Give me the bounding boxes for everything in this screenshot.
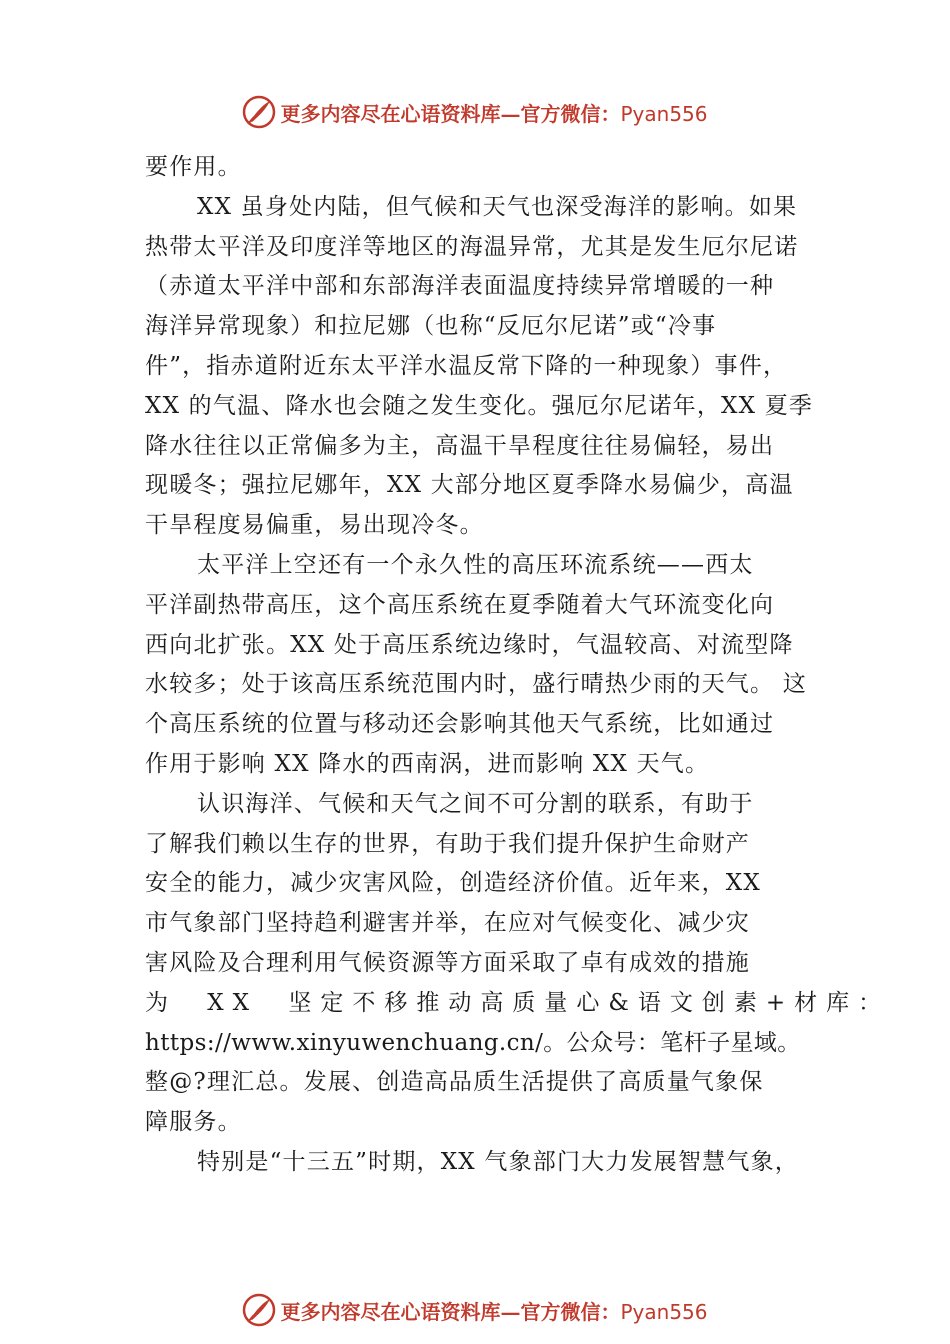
text-line: 认识海洋、气候和天气之间不可分割的联系，有助于: [197, 790, 754, 817]
text-line: 海洋异常现象）和拉尼娜（也称“反厄尔尼诺”或“冷事: [145, 313, 717, 340]
text-line: 干旱程度易偏重，易出现冷冬。: [145, 512, 484, 539]
text-line: 个高压系统的位置与移动还会影响其他天气系统，比如通过: [145, 711, 775, 738]
text-line: 件”，指赤道附近东太平洋水温反常下降的一种现象）事件，: [145, 352, 788, 379]
feather-pen-logo-icon: [242, 95, 276, 129]
text-line: 西向北扩张。XX 处于高压系统边缘时，气温较高、对流型降: [145, 631, 794, 658]
banner-text: [280, 1296, 707, 1325]
text-line: 现暖冬；强拉尼娜年，XX 大部分地区夏季降水易偏少，高温: [145, 472, 794, 499]
text-line: 市气象部门坚持趋利避害并举，在应对气候变化、减少灾: [145, 910, 750, 937]
text-line: 降水往往以正常偏多为主，高温干旱程度往往易偏轻，易出: [145, 432, 775, 459]
banner-wechat-id: Pyan556: [620, 101, 708, 126]
text-line: 要作用。: [145, 154, 242, 180]
text-line: 平洋副热带高压，这个高压系统在夏季随着大气环流变化向: [145, 591, 775, 618]
text-line: https://www.xinyuwenchuang.cn/。公众号：笔杆子星域。: [145, 1029, 801, 1056]
text-line: 水较多；处于该高压系统范围内时，盛行晴热少雨的天气。 这: [145, 671, 807, 698]
feather-pen-logo-icon: [242, 1293, 276, 1327]
header-banner: [0, 92, 950, 132]
banner-main: 更多内容尽在心语资料库: [280, 101, 501, 126]
text-line: 整@?理汇总。发展、创造高品质生活提供了高质量气象保: [145, 1069, 764, 1096]
text-line: 太平洋上空还有一个永久性的高压环流系统——西太: [197, 551, 754, 578]
banner-text: [280, 98, 707, 127]
text-line: 热带太平洋及印度洋等地区的海温异常，尤其是发生厄尔尼诺: [145, 233, 799, 260]
banner-wechat-label: 官方微信：: [520, 101, 621, 126]
text-line: 了解我们赖以生存的世界，有助于我们提升保护生命财产: [145, 830, 750, 857]
text-line: 特别是“十三五”时期，XX 气象部门大力发展智慧气象，: [197, 1148, 799, 1175]
text-line: 害风险及合理利用气候资源等方面采取了卓有成效的措施: [145, 949, 750, 976]
text-line: 障服务。: [145, 1109, 242, 1136]
text-line: （赤道太平洋中部和东部海洋表面温度持续异常增暖的一种: [145, 273, 775, 300]
banner-dash: —: [500, 1299, 521, 1324]
text-line: 为 XX 坚定不移推动高质量心&语文创素+材库：: [145, 989, 891, 1016]
text-line: XX 虽身处内陆，但气候和天气也深受海洋的影响。如果: [197, 193, 798, 220]
banner-wechat-label: 官方微信：: [520, 1299, 621, 1324]
banner-wechat-id: Pyan556: [620, 1299, 708, 1324]
footer-banner: [0, 1290, 950, 1330]
text-line: XX 的气温、降水也会随之发生变化。强厄尔尼诺年，XX 夏季: [145, 392, 814, 419]
banner-main: 更多内容尽在心语资料库: [280, 1299, 501, 1324]
text-line: 作用于影响 XX 降水的西南涡，进而影响 XX 天气。: [145, 750, 710, 777]
text-line: 安全的能力，减少灾害风险，创造经济价值。近年来，XX: [145, 870, 761, 897]
banner-dash: —: [500, 101, 521, 126]
document-body: [145, 148, 891, 1183]
